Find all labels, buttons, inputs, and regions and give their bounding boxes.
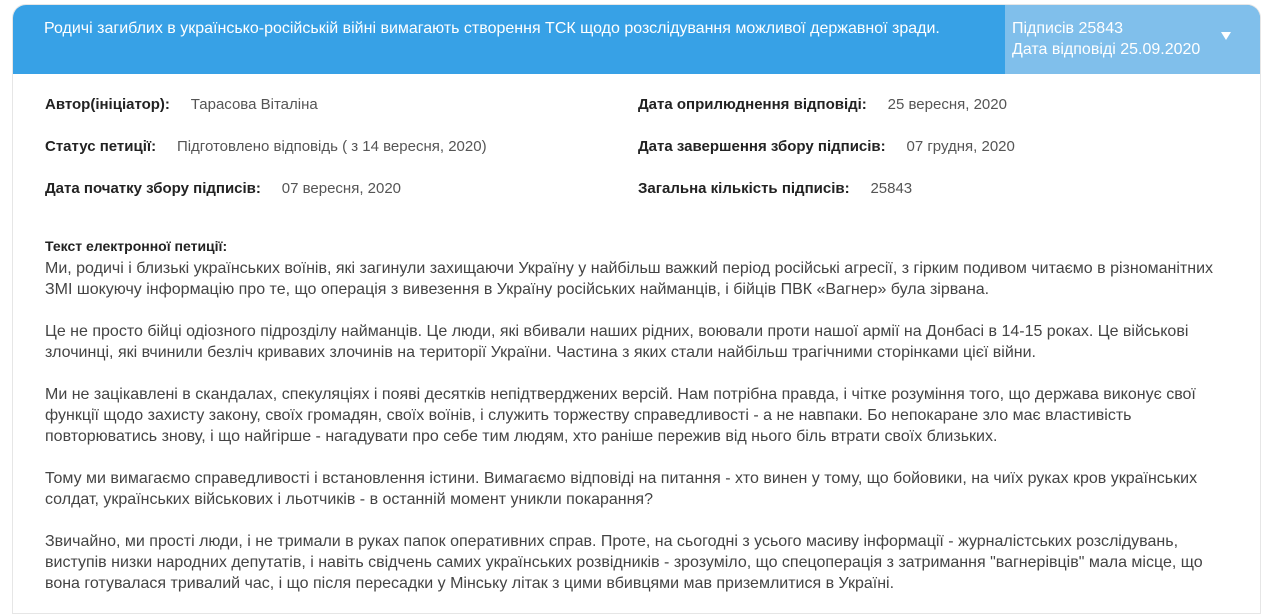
petition-paragraph: Тому ми вимагаємо справедливості і встановлення істини. Вимагаємо відповіді на питання - хто винен у тому, що бойовики, на чиїх руках кров українських солдат, українських військових і льотчиків - в останній момент уникли покарання? (45, 470, 1198, 508)
signatures-count: Підписів 25843 (1012, 20, 1123, 37)
chevron-down-icon[interactable] (1221, 32, 1231, 40)
end-date-value: 07 грудня, 2020 (906, 138, 1015, 155)
petition-header[interactable] (13, 5, 1261, 74)
answer-date: Дата відповіді 25.09.2020 (1012, 41, 1201, 58)
end-date-row (638, 137, 1015, 157)
total-signatures-row (638, 179, 912, 199)
status-row (45, 137, 487, 157)
petition-text (45, 258, 1240, 614)
start-date-row (45, 179, 401, 199)
publish-date-row (638, 95, 1007, 115)
petition-paragraph: Звичайно, ми прості люди, і не тримали в руках папок оперативних справ. Проте, на сьогодні з усього масиву інформації - журналістських розслідувань, виступів низки народних депутатів, і навіть свідчень самих українських розвідників - зрозуміло, що спецоперація з затримання "вагнерівців" мала місце, що вона готувалася тривалий час, і що після пересадки у Мінську літак з цими вбивцями мав приземлитися в Україні. (45, 533, 1203, 592)
petition-paragraph: Ми не зацікавлені в скандалах, спекуляціях і появі десятків непідтверджених версій. Нам потрібна правда, і чітке розуміння того, що держава виконує свої функції щодо захисту закону, своїх громадян, своїх воїнів, і служить торжеству справедливості - а не навпаки. Бо непокаране зло має властивість повторюватись знову, і що найгірше - нагадувати про себе тим людям, хто раніше пережив від нього біль втрати своїх близьких. (45, 386, 1196, 445)
start-date-label: Дата початку збору підписів: (45, 180, 261, 197)
end-date-label: Дата завершення збору підписів: (638, 138, 886, 155)
total-signatures-label: Загальна кількість підписів: (638, 180, 850, 197)
publish-date-label: Дата оприлюднення відповіді: (638, 96, 867, 113)
petition-text-label: Текст електронної петиції: (45, 238, 228, 254)
author-label: Автор(ініціатор): (45, 96, 170, 113)
petition-title[interactable]: Родичі загиблих в українсько-російській війні вимагають створення ТСК щодо розслідування можливої державної зради. (44, 20, 940, 37)
petition-paragraph: Це не просто бійці одіозного підрозділу найманців. Це люди, які вбивали наших рідних, воювали проти нашої армії на Донбасі в 14-15 роках. Це військові злочинці, які вчинили безліч кривавих злочинів на території України. Частина з яких стали найбільш трагічними сторінками цієї війни. (45, 323, 1189, 361)
author-value: Тарасова Віталіна (190, 96, 318, 113)
status-value: Підготовлено відповідь ( з 14 вересня, 2020) (176, 138, 487, 155)
status-label: Статус петиції: (45, 138, 157, 155)
petition-summary[interactable] (1005, 5, 1261, 74)
start-date-value: 07 вересня, 2020 (281, 180, 402, 197)
publish-date-value: 25 вересня, 2020 (887, 96, 1007, 113)
total-signatures-value: 25843 (870, 180, 913, 197)
petition-panel (12, 4, 1261, 614)
petition-paragraph: Ми, родичі і близькі українських воїнів, які загинули захищаючи Україну у найбільш важкий період російські агресії, з гірким подивом читаємо в різноманітних ЗМІ шокуючу інформацію про те, що операція з вивезення в Україну російських найманців, і бійців ПВК «Вагнер» була зірвана. (45, 260, 1213, 298)
author-row (45, 95, 318, 115)
